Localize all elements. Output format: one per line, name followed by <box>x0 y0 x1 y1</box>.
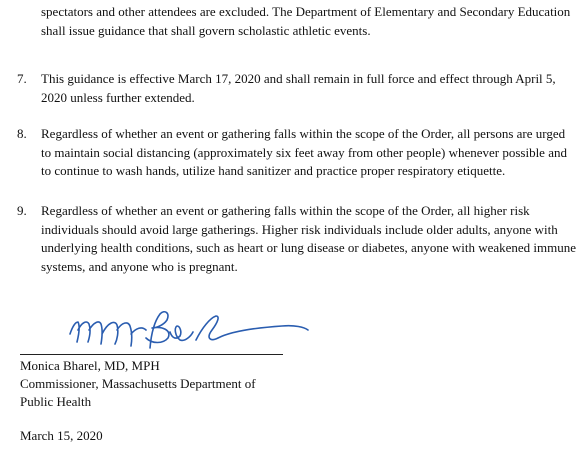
signatory-name: Monica Bharel, MD, MPH <box>20 358 160 373</box>
document-date: March 15, 2020 <box>20 428 103 443</box>
item-7-number: 7. <box>17 71 27 86</box>
signature-graphic <box>20 300 320 362</box>
handwritten-signature <box>20 300 320 362</box>
item-7-text: This guidance is effective March 17, 2020 and shall remain in full force and effect through April 5, 2020 unless further extended. <box>41 71 556 105</box>
continuation-paragraph: spectators and other attendees are excluded. The Department of Elementary and Secondary Education shall issue guidance that shall govern scholastic athletic events. <box>41 4 571 38</box>
signature-line <box>20 354 283 355</box>
item-8-number: 8. <box>17 126 27 141</box>
signature-stroke <box>70 312 308 348</box>
signatory-title-line-1: Commissioner, Massachusetts Department of <box>20 376 256 391</box>
signatory-title-line-2: Public Health <box>20 394 92 409</box>
item-9-text: Regardless of whether an event or gathering falls within the scope of the Order, all higher risk individuals should avoid large gatherings. Higher risk individuals include older adults, anyone with underlying health conditions, such as heart or lung disease or diabetes, anyone with weakened immune systems, and anyone who is pregnant. <box>41 203 577 274</box>
item-8-text: Regardless of whether an event or gathering falls within the scope of the Order, all persons are urged to maintain social distancing (approximately six feet away from other people) whenever possible and to continue to wash hands, utilize hand sanitizer and practice proper respiratory etiquette. <box>41 126 567 178</box>
item-9-number: 9. <box>17 203 27 218</box>
